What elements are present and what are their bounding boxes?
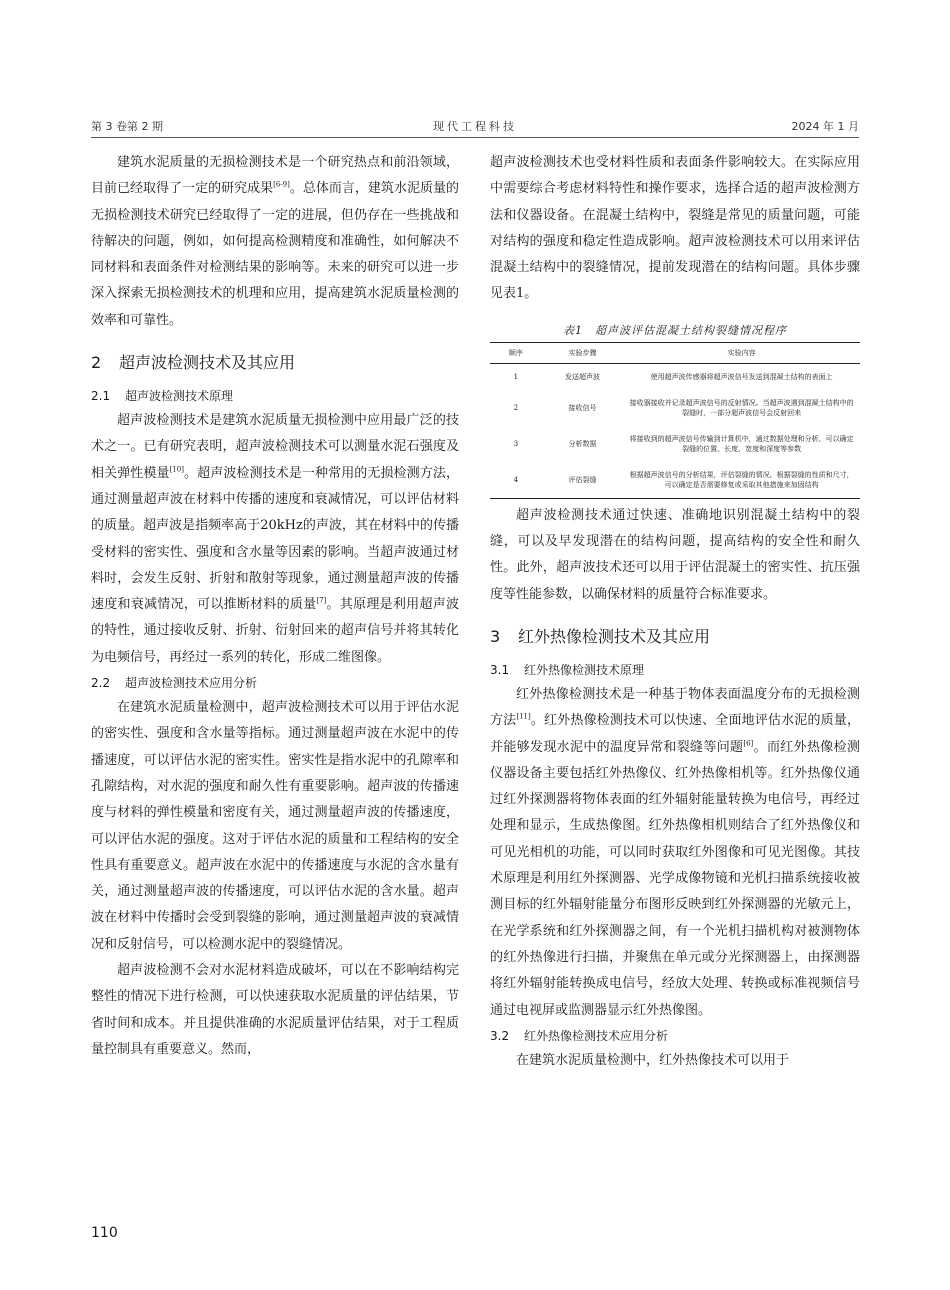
citation-ref[interactable]: [6] [743, 739, 754, 748]
table-cell: 将接收到的超声波信号传输到计算机中，通过数据处理和分析，可以确定裂缝的位置、长度、宽度和深度等参数 [629, 434, 854, 453]
table-row [490, 426, 860, 462]
section-heading-3: 3 红外热像检测技术及其应用 [490, 626, 711, 646]
table-header-cell: 实验内容 [623, 342, 860, 363]
subsection-heading-2-2: 2.2 超声波检测技术应用分析 [91, 676, 258, 691]
table-header-cell: 实验步骤 [542, 342, 623, 363]
citation-ref[interactable]: [7] [316, 596, 327, 605]
subsection-heading-2-1: 2.1 超声波检测技术原理 [91, 389, 234, 404]
table-cell: 3 [513, 439, 519, 448]
paragraph-intro: 建筑水泥质量的无损检测技术是一个研究热点和前沿领域，目前已经取得了一定的研究成果[6-9]。总体而言，建筑水泥质量的无损检测技术研究已经取得了一定的进展，但仍存在一些挑战和待解决的问题，例如，如何提高检测精度和准确性，如何解决不同材料和表面条件对检测结果的影响等。未来的研究可以进一步深入探索无损检测技术的机理和应用，提高建筑水泥质量检测的效率和可靠性。 [91, 155, 459, 328]
section-heading-2: 2 超声波检测技术及其应用 [91, 353, 296, 373]
citation-ref[interactable]: [11] [516, 712, 531, 721]
paragraph-ultrasonic-summary: 超声波检测技术通过快速、准确地识别混凝土结构中的裂缝，可以及早发现潜在的结构问题，提高结构的安全性和耐久性。此外，超声波技术还可以用于评估混凝土的密实性、抗压强度等性能参数，以确保材料的质量符合标准要求。 [490, 507, 860, 602]
subsection-heading-3-2: 3.2 红外热像检测技术应用分析 [490, 1028, 669, 1043]
paragraph-ultrasonic-principle: 超声波检测技术是建筑水泥质量无损检测中应用最广泛的技术之一。已有研究表明，超声波检测技术可以测量水泥石强度及相关弹性模量[10]。超声波检测技术是一种常用的无损检测方法，通过测量超声波在材料中传播的速度和衰减情况，可以评估材料的质量。超声波是指频率高于20kHz的声波，其在材料中的传播受材料的密实性、强度和含水量等因素的影响。当超声波通过材料时，会发生反射、折射和散射等现象，通过测量超声波的传播速度和衰减情况，可以推断材料的质量[7]。其原理是利用超声波的特性，通过接收反射、折射、衍射回来的超声信号并将其转化为电频信号，再经过一系列的转化，形成二维图像。 [91, 413, 459, 665]
citation-ref[interactable]: [6-9] [273, 180, 290, 189]
running-header [91, 114, 859, 134]
paragraph-ultrasonic-limitations: 超声波检测技术也受材料性质和表面条件影响较大。在实际应用中需要综合考虑材料特性和操作要求，选择合适的超声波检测方法和仪器设备。在混凝土结构中，裂缝是常见的质量问题，可能对结构的强度和稳定性造成影响。超声波检测技术可以用来评估混凝土结构中的裂缝情况，提前发现潜在的结构问题。具体步骤见表1。 [490, 155, 860, 302]
subsection-heading-3-1: 3.1 红外热像检测技术原理 [490, 662, 645, 677]
table-row [490, 390, 860, 426]
table-cell: 发送超声波 [564, 372, 600, 381]
table-cell: 评估裂缝 [542, 462, 623, 499]
page-number: 110 [91, 1225, 118, 1241]
citation-ref[interactable]: [10] [169, 465, 184, 474]
header-date: 2024 年 1 月 [791, 120, 859, 133]
paragraph-infrared-principle: 红外热像检测技术是一种基于物体表面温度分布的无损检测方法[11]。红外热像检测技术可以快速、全面地评估水泥的质量，并能够发现水泥中的温度异常和裂缝等问题[6]。而红外热像检测仪器设备主要包括红外热像仪、红外热像相机等。红外热像仪通过红外探测器将物体表面的红外辐射能量转换为电信号，再经过处理和显示，生成热像图。红外热像相机则结合了红外热像仪和可见光相机的功能，可以同时获取红外图像和可见光图像。其技术原理是利用红外探测器、光学成像物镜和光机扫描系统接收被测目标的红外辐射能量分布图形反映到红外探测器的光敏元上，在光学系统和红外探测器之间，有一个光机扫描机构对被测物体的红外热像进行扫描，并聚焦在单元或分光探测器上，由探测器将红外辐射能转换成电信号，经放大处理、转换或标准视频信号通过电视屏或监测器显示红外热像图。 [490, 686, 860, 1018]
table-row [490, 462, 860, 499]
table-cell: 接收信号 [568, 403, 597, 412]
paragraph-ultrasonic-application: 在建筑水泥质量检测中，超声波检测技术可以用于评估水泥的密实性、强度和含水量等指标。通过测量超声波在水泥中的传播速度，可以评估水泥的密实性。密实性是指水泥中的孔隙率和孔隙结构，对水泥的强度和耐久性有重要影响。超声波的传播速度与材料的弹性模量和密度有关，通过测量超声波的传播速度，可以评估水泥的强度。这对于评估水泥的质量和工程结构的安全性具有重要意义。超声波在水泥中的传播速度与水泥的含水量有关，通过测量超声波的传播速度，可以评估水泥的含水量。超声波在材料中传播时会受到裂缝的影响，通过测量超声波的衰减情况和反射信号，可以检测水泥中的裂缝情况。 [91, 700, 459, 952]
header-journal-title: 现代工程科技 [433, 120, 517, 133]
table-header-cell: 顺序 [490, 342, 542, 363]
paragraph-infrared-application: 在建筑水泥质量检测中，红外热像技术可以用于 [516, 1052, 790, 1068]
header-volume-issue: 第 3 卷第 2 期 [91, 120, 163, 133]
table-1 [490, 320, 860, 499]
table-cell: 4 [490, 462, 542, 499]
table-cell: 使用超声波传感器将超声波信号发送到混凝土结构的表面上 [650, 372, 833, 381]
table-header-row [490, 342, 860, 363]
table-cell: 1 [513, 372, 519, 381]
table-cell: 分析数据 [568, 439, 597, 448]
left-column [91, 150, 459, 1063]
paragraph-ultrasonic-advantages: 超声波检测不会对水泥材料造成破坏，可以在不影响结构完整性的情况下进行检测，可以快速获取水泥质量的评估结果，节省时间和成本。并且提供准确的水泥质量评估结果，对于工程质量控制具有重要意义。然而， [91, 963, 459, 1057]
table-cell: 接收器接收并记录超声波信号的反射情况。当超声波遇到混凝土结构中的裂缝时，一部分超声波信号会反射回来 [629, 398, 854, 417]
table-cell: 根据超声波信号的分析结果，评估裂缝的情况。根据裂缝的性质和尺寸，可以确定是否需要修复或采取其他措施来加固结构 [623, 462, 860, 499]
header-divider [91, 137, 859, 138]
table-row [490, 363, 860, 390]
table-cell: 2 [513, 403, 519, 412]
table-caption: 表1 超声波评估混凝土结构裂缝情况程序 [563, 323, 787, 337]
right-column [490, 150, 860, 1074]
crack-evaluation-table [490, 342, 860, 499]
